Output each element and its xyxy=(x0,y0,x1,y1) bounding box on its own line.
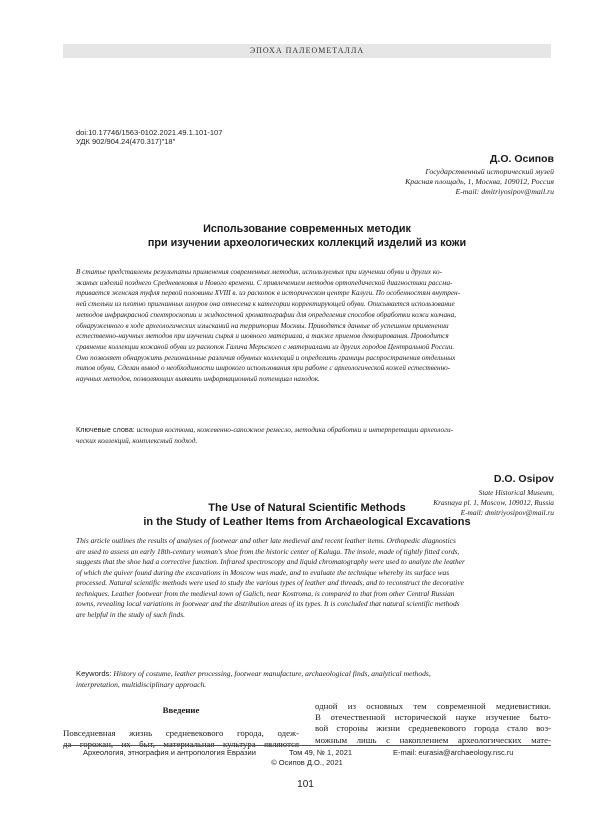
abstract-ru xyxy=(76,267,551,385)
title-en-line: in the Study of Leather Items from Archaeological Excavations xyxy=(143,516,471,528)
running-header-band xyxy=(63,44,551,58)
keywords-en-text: interpretation, multidisciplinary approach. xyxy=(76,680,207,689)
keywords-en-text: History of costume, leather processing, footwear manufacture, archaeological finds, analytical methods, xyxy=(111,669,431,678)
running-header: ЭПОХА ПАЛЕОМЕТАЛЛА xyxy=(249,46,365,55)
abstract-ru-line: естественно-научных методов при изучении сырья и шовного материала, а также приемов декорирования. Проводится xyxy=(76,332,449,341)
title-ru-line: Использование современных методик xyxy=(203,223,411,235)
abstract-en-line: towns, revealing local variations in footwear and the distribution areas of its types. It is concluded that natural scientific methods xyxy=(76,599,460,608)
author-ru: Д.О. Осипов xyxy=(489,153,554,165)
keywords-en-label: Keywords: xyxy=(76,669,112,678)
body-line: Повседневная жизнь средневекового города, одеж- xyxy=(63,728,299,738)
abstract-ru-line: типов обуви. Сделан вывод о необходимости широкого использования при работе с археологической кожей естественно- xyxy=(76,364,451,373)
affiliation-ru-line: Красная площадь, 1, Москва, 109012, Россия xyxy=(405,177,554,186)
keywords-ru-label: Ключевые слова: xyxy=(76,425,135,434)
affiliation-en-line: State Historical Museum, xyxy=(478,488,554,497)
abstract-ru-line: тривается женская туфля первой половины XVIII в. из раскопок в историческом центре Калуги. По особенностям внутрен- xyxy=(76,289,461,298)
keywords-ru xyxy=(76,425,551,446)
footer-email: E-mail: eurasia@archaeology.nsc.ru xyxy=(393,748,514,757)
abstract-ru-line: сравнение коллекции кожаной обуви из раскопок Галича Мерьского с материалами из других городов Центральной России. xyxy=(76,342,455,351)
footer-journal: Археология, этнография и антропология Евразии xyxy=(83,748,256,757)
keywords-ru-line xyxy=(76,425,551,436)
intro-heading: Введение xyxy=(162,705,200,715)
body-line: вой стороны жизни средневекового города стало воз- xyxy=(315,723,551,734)
title-ru-line: при изучении археологических коллекций изделий из кожи xyxy=(147,237,467,249)
footer-rule xyxy=(63,745,551,746)
udk-code: УДК 902/904.24(470.317)"18" xyxy=(76,137,176,146)
author-en: D.O. Osipov xyxy=(493,473,554,485)
abstract-en-line: are helpful in the study of such finds. xyxy=(76,609,185,619)
body-column-right xyxy=(315,701,551,746)
keywords-ru-text: история костюма, кожевенно-сапожное ремесло, методика обработки и интерпретации археологи- xyxy=(134,425,454,434)
keywords-en xyxy=(76,668,551,690)
abstract-ru-line: Оно позволяет обнаружить региональные различия обувных коллекций и определить границы распространения отдельных xyxy=(76,353,456,362)
abstract-ru-line: ней стельки из плотно пригнанных шнуров она отнесена к категории корректирующей обуви. Описывается использование xyxy=(76,300,455,309)
abstract-en xyxy=(76,536,551,620)
abstract-en-line: of which the quiver found during the excavations in Moscow was made, and to evaluate the technique whereby its surface was xyxy=(76,567,450,577)
title-en-line: The Use of Natural Scientific Methods xyxy=(208,502,406,514)
body-line: одной из основных тем современной медиевистики. xyxy=(315,701,551,711)
affiliation-en-line: Krasnaya pl. 1, Moscow, 109012, Russia xyxy=(433,498,554,507)
keywords-ru-text: ческих коллекций, комплексный подход. xyxy=(76,435,198,445)
abstract-ru-line: жаных изделий позднего Средневековья и Нового времени. С привлечением методов ортопедической диагностики рассма- xyxy=(76,278,453,287)
footer-copyright: © Осипов Д.О., 2021 xyxy=(271,758,343,767)
footer-volume: Том 49, № 1, 2021 xyxy=(289,748,353,757)
abstract-en-line: This article outlines the results of analyses of footwear and other late medieval and recent leather items. Orthopedic diagnostics xyxy=(76,536,456,545)
abstract-ru-line: методов инфракрасной спектроскопии и жидкостной хроматографии для определения способов обработки кожи колчана, xyxy=(76,310,457,319)
abstract-en-line: suggests that the shoe had a corrective function. Infrared spectroscopy and liquid chromatography were used to analyze the leather xyxy=(76,557,465,566)
doi: doi:10.17746/1563-0102.2021.49.1.101-107 xyxy=(76,128,223,137)
affiliation-ru-line: Государственный исторический музей xyxy=(425,167,554,176)
page-number: 101 xyxy=(297,779,314,790)
abstract-en-line: techniques. Leather footwear from the medieval town of Galich, near Kostroma, is compared to that from other Central Russian xyxy=(76,588,455,598)
abstract-en-line: processed. Natural scientific methods were used to study the various types of leather and threads, and to reconstruct the decorative xyxy=(76,578,464,587)
affiliation-en-email: E-mail: dmitriyosipov@mail.ru xyxy=(460,508,554,517)
abstract-en-line: are used to assess an early 18th-century woman's shoe from the historic center of Kaluga. The insole, made of tightly fitted cords, xyxy=(76,546,460,556)
abstract-ru-line: обнаруженного в ходе археологических изысканий на территории Москвы. Приводятся данные об успешном применении xyxy=(76,321,449,330)
abstract-ru-line: В статье представлены результаты применения современных методик, используемых при изучении обуви и других ко- xyxy=(76,268,442,276)
keywords-en-line xyxy=(76,668,551,679)
body-line: можным лишь с накоплением археологических мате- xyxy=(315,734,551,745)
affiliation-ru-email: E-mail: dmitriyosipov@mail.ru xyxy=(455,187,554,196)
abstract-ru-line: научных методов, позволяющих выявить информационный потенциал находок. xyxy=(76,375,320,384)
body-line: В отечественной исторической науке изучение быто- xyxy=(315,712,551,723)
